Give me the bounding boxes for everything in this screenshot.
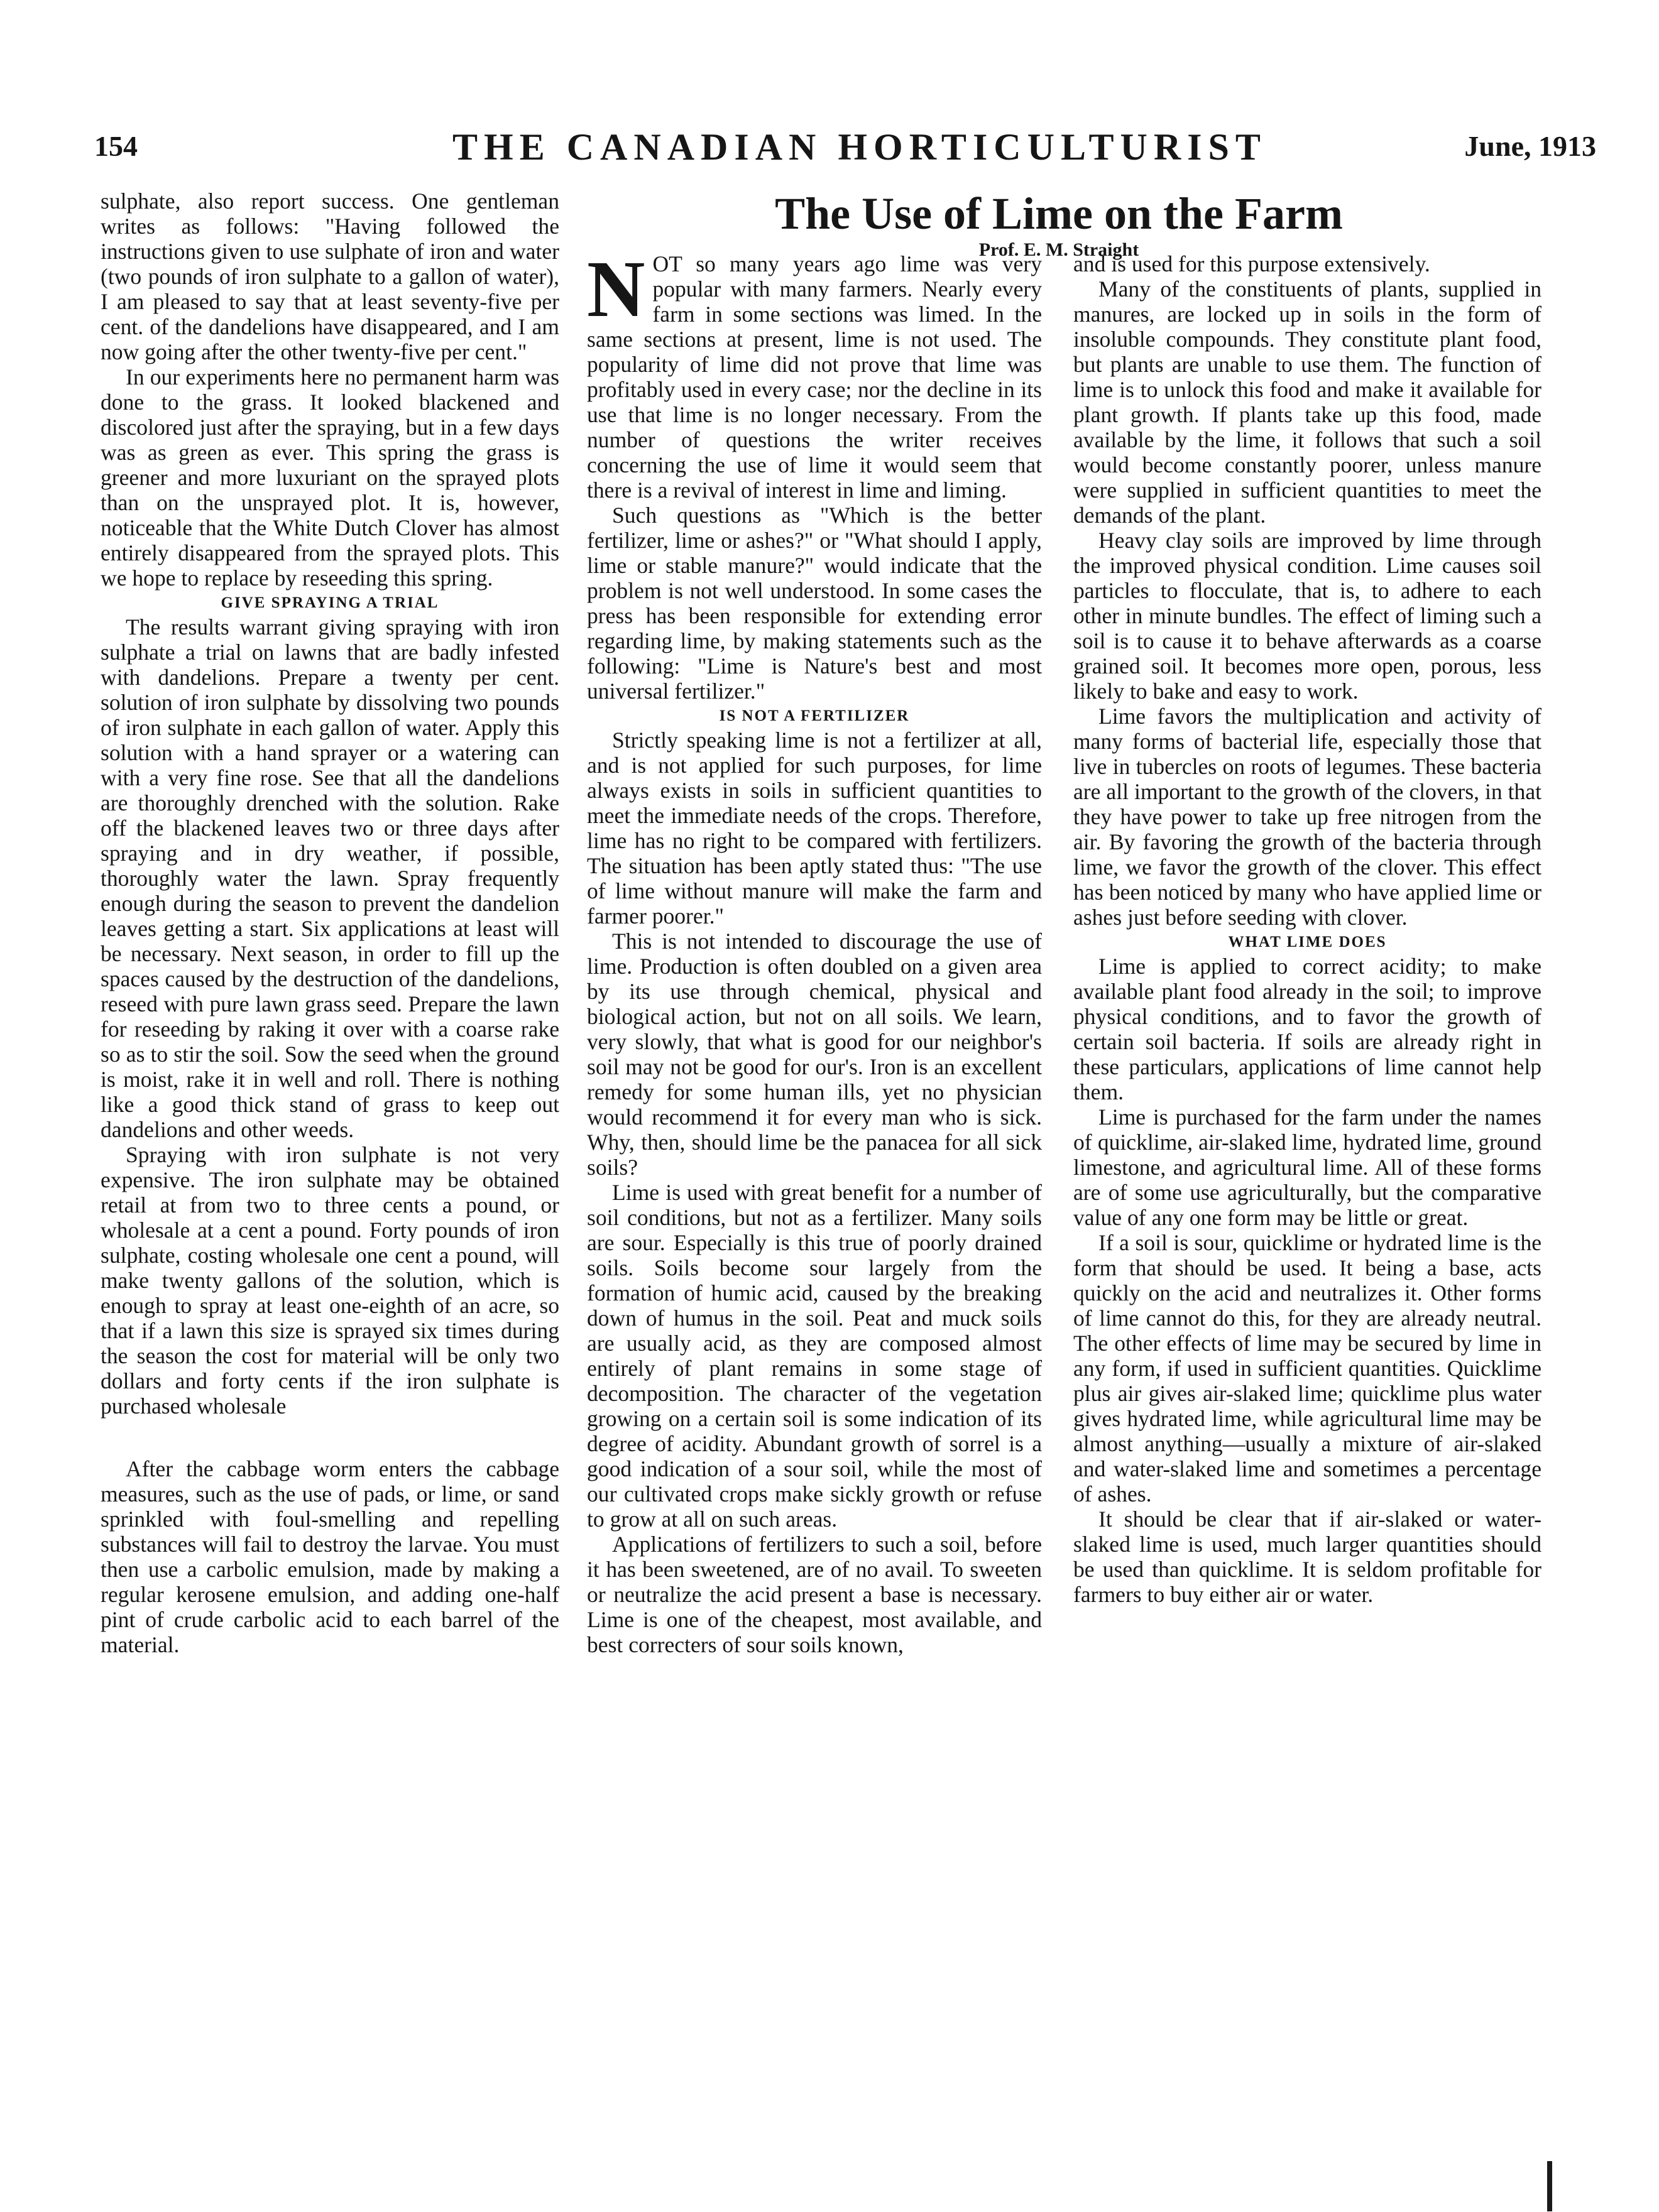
column-3 (1073, 251, 1541, 1607)
paragraph: Spraying with iron sulphate is not very expensive. The iron sulphate may be obtained retail at from two to three cents a pound, or wholesale at a cent a pound. Forty pounds of iron sulphate, costing wholesale one cent a pound, will make twenty gallons of the solution, which is enough to spray at least one-eighth of an acre, so that if a lawn this size is sprayed six times during the season the cost for material will be only two dollars and forty cents if the iron sulphate is purchased wholesale (101, 1142, 559, 1419)
paragraph: Lime is applied to correct acidity; to make available plant food already in the soil; to improve physical conditions, and to favor the growth of certain soil bacteria. If soils are already right in these particulars, applications of lime cannot help them. (1073, 954, 1541, 1104)
column-2 (587, 244, 1042, 1657)
paragraph: sulphate, also report success. One gentleman writes as follows: "Having followed the instructions given to use sulphate of iron and water (two pounds of iron sulphate to a gallon of water), I am pleased to say that at least seventy-five per cent. of the dandelions have disappeared, and I am now going after the other twenty-five per cent." (101, 188, 559, 364)
lead-paragraph (587, 244, 1042, 503)
paragraph: Applications of fertilizers to such a soil, before it has been sweetened, are of no avail. To sweeten or neutralize the acid present a base is necessary. Lime is one of the cheapest, most available, and best correcters of sour soils known, (587, 1532, 1042, 1657)
paragraph: Many of the constituents of plants, supplied in manures, are locked up in soils in the form of insoluble compounds. They constitute plant food, but plants are unable to use them. The function of lime is to unlock this food and make it available for plant growth. If plants take up this food, made available by the lime, it follows that such a soil would become constantly poorer, unless manure were supplied in sufficient quantities to meet the demands of the plant. (1073, 276, 1541, 528)
issue-date: June, 1913 (1464, 130, 1596, 162)
page-number: 154 (94, 130, 138, 162)
paragraph: The results warrant giving spraying with iron sulphate a trial on lawns that are badly infested with dandelions. Prepare a twenty per cent. solution of iron sulphate by dissolving two pounds of iron sulphate in each gallon of water. Apply this solution with a hand sprayer or a watering can with a very fine rose. See that all the dandelions are thoroughly drenched with the solution. Rake off the blackened leaves two or three days after spraying and in dry weather, if possible, thoroughly water the lawn. Spray frequently enough during the season to prevent the dandelion leaves getting a start. Six applications at least will be necessary. Next season, in order to fill up the spaces caused by the destruction of the dandelions, reseed with pure lawn grass seed. Prepare the lawn for reseeding by raking it over with a coarse rake so as to stir the soil. Sow the seed when the ground is moist, rake it in well and roll. There is nothing like a good thick stand of grass to keep out dandelions and other weeds. (101, 614, 559, 1142)
paragraph: It should be clear that if air-slaked or water-slaked lime is used, much larger quantities should be used than quicklime. It is seldom profitable for farmers to buy either air or water. (1073, 1506, 1541, 1607)
paragraph: and is used for this purpose extensively. (1073, 251, 1430, 276)
paragraph: Lime favors the multiplication and activity of many forms of bacterial life, especially those that live in tubercles on roots of legumes. These bacteria are all important to the growth of the clovers, in that they have power to take up free nitrogen from the air. By favoring the growth of the bacteria through lime, we favor the growth of the clover. This effect has been noticed by many who have applied lime or ashes just before seeding with clover. (1073, 704, 1541, 930)
drop-cap: N (587, 244, 645, 334)
column-1 (101, 188, 559, 1657)
lead-paragraph-text: OT so many years ago lime was very popular with many farmers. Nearly every farm in some sections was limed. In the same sections at present, lime is not used. The popularity of lime did not prove that lime was profitably used in every case; nor the decline in its use that lime is no longer necessary. From the number of questions the writer receives concerning the use of lime it would seem that there is a revival of interest in lime and liming. (587, 251, 1042, 503)
paragraph: Heavy clay soils are improved by lime through the improved physical condition. Lime causes soil particles to flocculate, that is, to adhere to each other in minute bundles. The effect of liming such a soil is to cause it to behave afterwards as a coarse grained soil. It becomes more open, porous, less likely to bake and easy to work. (1073, 528, 1541, 704)
section-subhead: GIVE SPRAYING A TRIAL (221, 594, 439, 611)
article-byline: Prof. E. M. Straight (978, 239, 1139, 260)
paragraph: Strictly speaking lime is not a fertilizer at all, and is not applied for such purposes, for lime always exists in soils in sufficient quantities to meet the immediate needs of the crops. Therefore, lime has no right to be compared with fertilizers. The situation has been aptly stated thus: "The use of lime without manure will make the farm and farmer poorer." (587, 727, 1042, 929)
section-subhead: WHAT LIME DOES (1228, 934, 1387, 951)
paragraph: Such questions as "Which is the better fertilizer, lime or ashes?" or "What should I apply, lime or stable manure?" would indicate that the problem is not well understood. In some cases the press has been responsible for extending error regarding lime, by making statements such as the following: "Lime is Nature's best and most universal fertilizer." (587, 503, 1042, 704)
section-subhead: IS NOT A FERTILIZER (719, 707, 910, 724)
paragraph: After the cabbage worm enters the cabbage measures, such as the use of pads, or lime, or sand sprinkled with foul-smelling and repelling substances will fail to destroy the larvae. You must then use a carbolic emulsion, made by making a regular kerosene emulsion, and adding one-half pint of crude carbolic acid to each barrel of the material. (101, 1456, 559, 1657)
margin-rule (1547, 2161, 1552, 2211)
journal-title: THE CANADIAN HORTICULTURIST (452, 126, 1267, 168)
paragraph: Lime is purchased for the farm under the names of quicklime, air-slaked lime, hydrated lime, ground limestone, and agricultural lime. All of these forms are of some use agriculturally, but the comparative value of any one form may be little or great. (1073, 1104, 1541, 1230)
paragraph: Lime is used with great benefit for a number of soil conditions, but not as a fertilizer. Many soils are sour. Especially is this true of poorly drained soils. Soils become sour largely from the formation of humic acid, caused by the breaking down of humus in the soil. Peat and muck soils are usually acid, as they are composed almost entirely of plant remains in some stage of decomposition. The character of the vegetation growing on a certain soil is some indication of its degree of acidity. Abundant growth of sorrel is a good indication of a sour soil, while the most of our cultivated crops make sickly growth or refuse to grow at all on such areas. (587, 1180, 1042, 1532)
paragraph: In our experiments here no permanent harm was done to the grass. It looked blackened and discolored just after the spraying, but in a few days was as green as ever. This spring the grass is greener and more luxuriant on the sprayed plots than on the unsprayed plot. It is, however, noticeable that the White Dutch Clover has almost entirely disappeared from the sprayed plots. This we hope to replace by reseeding this spring. (101, 364, 559, 591)
article-header (729, 188, 1389, 261)
running-head (94, 126, 1596, 176)
article-title: The Use of Lime on the Farm (775, 188, 1343, 239)
paragraph: This is not intended to discourage the use of lime. Production is often doubled on a given area by its use through chemical, physical and biological action, but not on all soils. We learn, very slowly, that what is good for our neighbor's soil may not be good for our's. Iron is an excellent remedy for some human ills, yet no physician would recommend it for every man who is sick. Why, then, should lime be the panacea for all sick soils? (587, 929, 1042, 1180)
paragraph: If a soil is sour, quicklime or hydrated lime is the form that should be used. It being a base, acts quickly on the acid and neutralizes it. Other forms of lime cannot do this, for they are already neutral. The other effects of lime may be secured by lime in any form, if used in sufficient quantities. Quicklime plus air gives air-slaked lime; quicklime plus water gives hydrated lime, while agricultural lime may be almost anything—usually a mixture of air-slaked and water-slaked lime and sometimes a percentage of ashes. (1073, 1230, 1541, 1506)
